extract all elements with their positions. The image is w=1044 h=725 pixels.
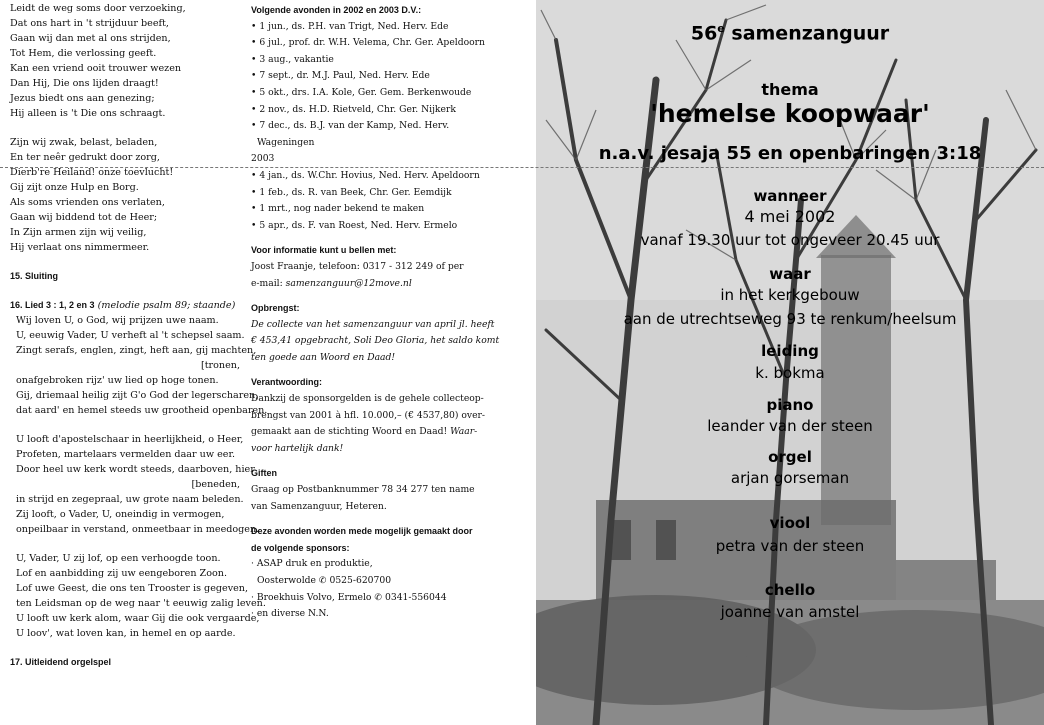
text-line: Profeten, martelaars vermelden daar uw eer. <box>16 449 236 460</box>
event-place-1: in het kerkgebouw <box>720 286 860 304</box>
poster <box>536 0 1044 725</box>
text-line: € 453,41 opgebracht, Soli Deo Gloria, het saldo komt <box>251 335 500 347</box>
schedule-item: • 7 dec., ds. B.J. van der Kamp, Ned. Herv. <box>251 120 450 132</box>
text-line: Zijn wij zwak, belast, beladen, <box>10 137 158 148</box>
lied-verse-3 <box>10 551 266 641</box>
year-2003-heading: 2003 <box>251 153 275 165</box>
thema-label: thema <box>761 80 819 99</box>
text-line: U, Vader, U zij lof, op een verhoogde toon. <box>16 553 221 564</box>
text-line: Lof uwe Geest, die ons ten Trooster is gegeven, <box>16 583 249 594</box>
text-line: U looft d'apostelschaar in heerlijkheid, o Heer, <box>16 434 244 445</box>
program-item-17: 17. Uitleidend orgelspel <box>10 657 112 667</box>
lied-verse-2 <box>10 432 260 537</box>
info-title: Voor informatie kunt u bellen met: <box>251 245 397 256</box>
text-line: U, eeuwig Vader, U verheft al 't schepsel saam. <box>16 330 245 341</box>
program-item-16-note: (melodie psalm 89; staande) <box>97 300 236 311</box>
sponsor-item-cont: Oosterwolde ✆ 0525-620700 <box>257 575 392 586</box>
sponsors-title-2: de volgende sponsors: <box>251 542 350 553</box>
schedule-item: • 3 aug., vakantie <box>251 53 334 65</box>
viool-label: viool <box>769 514 811 532</box>
poster-title-sup: e <box>717 22 725 35</box>
text-line: Dierb're Heiland! onze toevlucht! <box>10 167 174 178</box>
piano-label: piano <box>766 396 814 414</box>
leiding-name: k. bokma <box>755 364 825 382</box>
event-time: vanaf 19.30 uur tot ongeveer 20.45 uur <box>640 231 940 249</box>
schedule-item: • 6 jul., prof. dr. W.H. Velema, Chr. Ger. Apeldoorn <box>251 37 485 49</box>
leiding-label: leiding <box>761 342 819 360</box>
schedule-item: • 7 sept., dr. M.J. Paul, Ned. Herv. Ede <box>251 70 430 82</box>
text-line: Door heel uw kerk wordt steeds, daarboven, hier <box>16 464 255 475</box>
cello-name: joanne van amstel <box>720 603 860 621</box>
text-line: Hij verlaat ons nimmermeer. <box>10 242 150 253</box>
schedule-item: • 1 feb., ds. R. van Beek, Chr. Ger. Eemdijk <box>251 186 452 198</box>
text-line: ten Leidsman op de weg naar 't eeuwig zalig leven. <box>16 598 266 609</box>
sponsors-title: Deze avonden worden mede mogelijk gemaakt door <box>251 526 473 537</box>
text-line: U loov', wat loven kan, in hemel en op aarde. <box>16 628 236 639</box>
wanneer-label: wanneer <box>753 187 827 205</box>
text-line: Dankzij de sponsorgelden is de gehele collecteop- <box>251 393 484 405</box>
orgel-name: arjan gorseman <box>730 469 850 487</box>
info-email-line <box>251 276 533 293</box>
waar-label: waar <box>769 265 811 283</box>
text-line: Dan Hij, Die ons lijden draagt! <box>10 78 159 89</box>
text-line: Zij looft, o Vader, U, oneindig in vermogen, <box>16 509 225 520</box>
text-line: Jezus biedt ons aan genezing; <box>10 93 155 104</box>
sponsor-item: · ASAP druk en produktie, <box>251 558 373 570</box>
text-line: voor hartelijk dank! <box>251 442 344 454</box>
info-email: samenzanguur@12move.nl <box>285 277 412 289</box>
opbrengst-text <box>251 317 533 367</box>
schedule-2003 <box>251 168 533 234</box>
viool-name: petra van der steen <box>715 537 865 555</box>
cello-label: chello <box>764 581 816 599</box>
info-phone: Joost Fraanje, telefoon: 0317 - 312 249 of per <box>251 260 464 272</box>
text-line: brengst van 2001 à hfl. 10.000,– (€ 4537,80) over- <box>251 409 486 421</box>
schedule-title: Volgende avonden in 2002 en 2003 D.V.: <box>251 5 422 15</box>
info-column <box>251 0 533 623</box>
schedule-item: • 4 jan., ds. W.Chr. Hovius, Ned. Herv. Apeldoorn <box>251 169 480 181</box>
text-line: ten goede aan Woord en Daad! <box>251 351 396 363</box>
info-email-prefix: e-mail: <box>251 277 286 289</box>
text-line-overflow: [beneden, <box>191 479 240 490</box>
text-line: van Samenzanguur, Heteren. <box>251 500 387 512</box>
text-line: Gij zijt onze Hulp en Borg. <box>10 182 139 193</box>
lied-verse-1 <box>10 313 268 418</box>
schedule-item: • 2 nov., ds. H.D. Rietveld, Chr. Ger. Nijkerk <box>251 103 456 115</box>
text-line: Gij, driemaal heilig zijt G'o God der legerscharen, <box>16 390 259 401</box>
text-line: In Zijn armen zijn wij veilig, <box>10 227 147 238</box>
text-line: Lof en aanbidding zij uw eengeboren Zoon. <box>16 568 227 579</box>
event-place-2: aan de utrechtseweg 93 te renkum/heelsum <box>623 310 957 328</box>
text-line: onpeilbaar in verstand, onmeetbaar in meedogen. <box>16 524 260 535</box>
schedule-item: • 5 okt., drs. I.A. Kole, Ger. Gem. Berkenwoude <box>251 86 472 98</box>
program-item-15: 15. Sluiting <box>10 271 59 281</box>
program-item-16-head: 16. Lied 3 : 1, 2 en 3 <box>10 300 95 310</box>
schedule-2002 <box>251 19 533 152</box>
poster-title-num: 56 <box>690 22 718 45</box>
text-line: En ter neêr gedrukt door zorg, <box>10 152 160 163</box>
verantwoording-text <box>251 391 533 457</box>
text-line: dat aard' en hemel steeds uw grootheid openbaren. <box>16 405 268 416</box>
text-line-overflow: [tronen, <box>200 360 240 371</box>
text-line: De collecte van het samenzanguur van april jl. heeft <box>251 318 495 330</box>
text-line: Dat ons hart in 't strijduur beeft, <box>10 18 169 29</box>
poster-title-rest: samenzanguur <box>724 22 890 45</box>
text-line: onafgebroken rijz' uw lied op hoge tonen. <box>16 375 219 386</box>
text-line: in strijd en zegepraal, uw grote naam beleden. <box>16 494 244 505</box>
piano-name: leander van der steen <box>707 417 873 435</box>
text-line: Kan een vriend ooit trouwer wezen <box>10 63 182 74</box>
program-item-16 <box>10 298 250 313</box>
text-line: Graag op Postbanknummer 78 34 277 ten name <box>251 484 475 496</box>
thema: 'hemelse koopwaar' <box>650 99 930 128</box>
text-line: Zingt serafs, englen, zingt, heft aan, gij machten, <box>16 345 257 356</box>
text-line <box>251 424 533 441</box>
schedule-item: • 1 mrt., nog nader bekend te maken <box>251 203 425 215</box>
hymn-stanza-mid <box>10 135 250 255</box>
schedule-item: • 5 apr., ds. F. van Roest, Ned. Herv. Ermelo <box>251 219 458 231</box>
sponsor-item: · en diverse N.N. <box>251 608 329 620</box>
schedule-item-cont: Wageningen <box>257 136 315 148</box>
text-line: Wij loven U, o God, wij prijzen uwe naam. <box>16 315 219 326</box>
text-line: Leidt de weg soms door verzoeking, <box>10 3 186 14</box>
text-line: Gaan wij biddend tot de Heer; <box>10 212 158 223</box>
opbrengst-title: Opbrengst: <box>251 303 300 314</box>
text-line: U looft uw kerk alom, waar Gij die ook vergaarde, <box>16 613 260 624</box>
fold-line <box>0 167 1044 168</box>
hymn-stanza-top <box>10 1 250 121</box>
schedule-item: • 1 jun., ds. P.H. van Trigt, Ned. Herv. Ede <box>251 20 449 32</box>
sponsor-item: · Broekhuis Volvo, Ermelo ✆ 0341-556044 <box>251 591 447 603</box>
giften-title: Giften <box>251 468 277 479</box>
poster-title <box>536 22 1044 44</box>
thema-subtitle: n.a.v. jesaja 55 en openbaringen 3:18 <box>598 143 982 164</box>
text-line: Hij alleen is 't Die ons schraagt. <box>10 108 166 119</box>
verantwoording-title: Verantwoording: <box>251 377 323 388</box>
orgel-label: orgel <box>768 448 812 466</box>
text-span: gemaakt aan de stichting Woord en Daad! <box>251 426 448 438</box>
event-date: 4 mei 2002 <box>744 207 836 226</box>
text-span-italic: Waar- <box>447 426 478 438</box>
text-line: Tot Hem, die verlossing geeft. <box>10 48 157 59</box>
text-line: Als soms vrienden ons verlaten, <box>10 197 165 208</box>
text-line: Gaan wij dan met al ons strijden, <box>10 33 171 44</box>
